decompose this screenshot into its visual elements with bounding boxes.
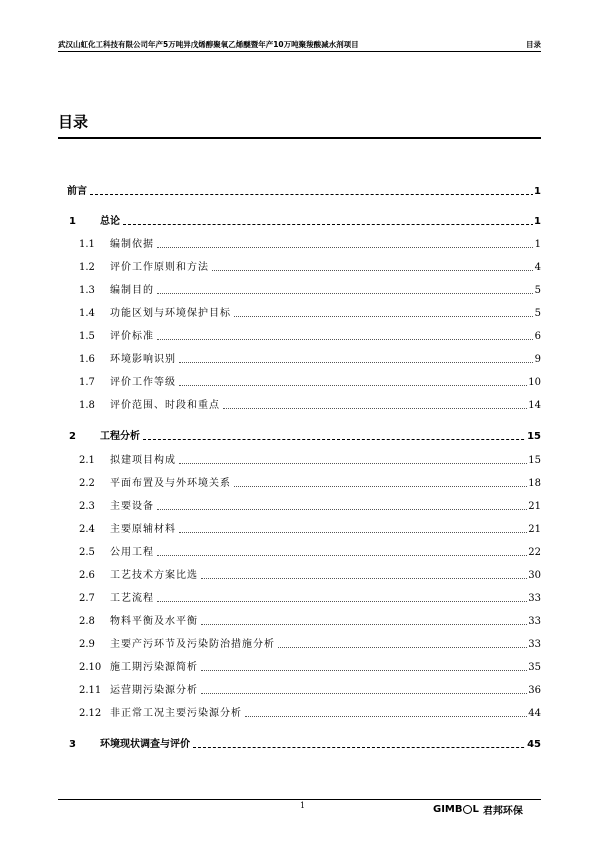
toc-entry-number: 2.1 <box>79 455 95 466</box>
toc-entry-page: 33 <box>528 639 541 650</box>
toc-entry-label: 评价范围、时段和重点 <box>110 400 220 411</box>
toc-entry-page: 10 <box>528 377 541 388</box>
toc-entry-number: 2 <box>69 431 76 442</box>
toc-entry-number: 1.3 <box>79 285 95 296</box>
toc-entry-leader <box>90 194 539 195</box>
logo-latin-text: GIMB <box>433 803 463 815</box>
toc-entry-number: 1.8 <box>79 400 95 411</box>
toc-entry-label: 环境影响识别 <box>110 354 176 365</box>
toc-entry-page: 33 <box>528 593 541 604</box>
toc-entry-label: 编制目的 <box>110 285 154 296</box>
toc-entry-label: 主要产污环节及污染防治措施分析 <box>110 639 275 650</box>
toc-entry-number: 2.8 <box>79 616 95 627</box>
toc-entry-number: 1.2 <box>79 262 95 273</box>
footer-divider <box>58 799 541 800</box>
header-document-title: 武汉山虹化工科技有限公司年产5万吨异戊烯醇聚氧乙烯醚暨年产10万吨聚羧酸减水剂项目 <box>58 40 359 49</box>
toc-entry-leader <box>179 385 539 386</box>
toc-entry[interactable] <box>0 261 595 275</box>
toc-entry-label: 主要原辅材料 <box>110 524 176 535</box>
toc-entry-leader <box>212 270 539 271</box>
toc-entry-page: 4 <box>534 262 541 273</box>
toc-entry[interactable] <box>0 707 595 721</box>
toc-entry[interactable] <box>0 615 595 629</box>
toc-entry-label: 非正常工况主要污染源分析 <box>110 708 242 719</box>
toc-entry-number: 1.6 <box>79 354 95 365</box>
toc-entry-leader <box>143 439 539 440</box>
toc-entry-number: 2.4 <box>79 524 95 535</box>
toc-entry-leader <box>234 486 539 487</box>
toc-entry-leader <box>201 693 539 694</box>
toc-entry-number: 1.4 <box>79 308 95 319</box>
toc-entry-number: 2.2 <box>79 478 95 489</box>
toc-entry-label: 评价工作原则和方法 <box>110 262 209 273</box>
toc-entry-label: 公用工程 <box>110 547 154 558</box>
toc-entry-page: 45 <box>527 739 541 750</box>
toc-entry[interactable] <box>0 638 595 652</box>
toc-entry-number: 2.6 <box>79 570 95 581</box>
logo-chinese-text: 君邦环保 <box>482 805 523 817</box>
toc-entry-page: 15 <box>528 455 541 466</box>
page-title: 目录 <box>58 113 89 131</box>
toc-entry[interactable] <box>0 684 595 698</box>
header-section-name: 目录 <box>526 40 541 49</box>
toc-entry-label: 运营期污染源分析 <box>110 685 198 696</box>
toc-entry-leader <box>157 247 539 248</box>
toc-entry-leader <box>245 716 539 717</box>
toc-entry-label: 工艺流程 <box>110 593 154 604</box>
logo-ring-icon <box>463 805 472 814</box>
toc-entry-number: 2.11 <box>79 685 102 696</box>
toc-entry-leader <box>201 670 539 671</box>
toc-entry-label: 主要设备 <box>110 501 154 512</box>
toc-entry-label: 物料平衡及水平衡 <box>110 616 198 627</box>
toc-entry[interactable] <box>0 738 595 752</box>
toc-entry-leader <box>157 293 539 294</box>
toc-entry-label: 评价工作等级 <box>110 377 176 388</box>
toc-entry-number: 1.1 <box>79 239 95 250</box>
toc-entry-number: 1.5 <box>79 331 95 342</box>
toc-entry-label: 平面布置及与外环境关系 <box>110 478 231 489</box>
toc-entry-leader <box>201 624 539 625</box>
toc-entry-leader <box>234 316 539 317</box>
toc-entry-number: 2.7 <box>79 593 95 604</box>
toc-entry[interactable] <box>0 592 595 606</box>
toc-entry-page: 5 <box>534 285 541 296</box>
toc-entry[interactable] <box>0 454 595 468</box>
toc-entry-page: 14 <box>528 400 541 411</box>
toc-entry-label: 前言 <box>67 186 87 197</box>
toc-entry-page: 1 <box>534 239 541 250</box>
toc-entry-label: 总论 <box>100 216 120 227</box>
toc-entry-number: 2.10 <box>79 662 102 673</box>
toc-entry[interactable] <box>0 330 595 344</box>
toc-entry-page: 5 <box>534 308 541 319</box>
toc-entry-leader <box>201 578 539 579</box>
toc-entry-number: 2.3 <box>79 501 95 512</box>
toc-entry-leader <box>157 509 539 510</box>
toc-entry-page: 30 <box>528 570 541 581</box>
footer-page-number: 1 <box>300 801 306 810</box>
toc-entry[interactable] <box>0 307 595 321</box>
toc-entry-leader <box>278 647 539 648</box>
toc-entry-number: 1.7 <box>79 377 95 388</box>
toc-entry-label: 施工期污染源简析 <box>110 662 198 673</box>
toc-entry[interactable] <box>0 500 595 514</box>
toc-entry[interactable] <box>0 546 595 560</box>
toc-entry-leader <box>157 601 539 602</box>
toc-entry[interactable] <box>0 523 595 537</box>
toc-entry[interactable] <box>0 376 595 390</box>
company-logo <box>433 803 523 815</box>
toc-entry-number: 2.5 <box>79 547 95 558</box>
toc-entry[interactable] <box>0 353 595 367</box>
toc-entry-page: 22 <box>528 547 541 558</box>
toc-entry-leader <box>157 555 539 556</box>
toc-entry[interactable] <box>0 569 595 583</box>
toc-entry[interactable] <box>0 238 595 252</box>
toc-entry-page: 15 <box>527 431 541 442</box>
toc-entry-label: 工艺技术方案比选 <box>110 570 198 581</box>
toc-entry-label: 环境现状调查与评价 <box>100 739 190 750</box>
toc-entry-label: 拟建项目构成 <box>110 455 176 466</box>
toc-entry-leader <box>157 339 539 340</box>
toc-entry[interactable] <box>0 215 595 229</box>
toc-entry-leader <box>179 362 539 363</box>
toc-entry-label: 编制依据 <box>110 239 154 250</box>
toc-entry[interactable] <box>0 399 595 413</box>
toc-entry-page: 9 <box>534 354 541 365</box>
toc-entry-leader <box>179 532 539 533</box>
toc-entry[interactable] <box>0 284 595 298</box>
toc-entry-number: 2.9 <box>79 639 95 650</box>
toc-entry-page: 21 <box>528 501 541 512</box>
toc-entry[interactable] <box>0 185 595 199</box>
toc-entry-leader <box>193 747 539 748</box>
toc-entry[interactable] <box>0 661 595 675</box>
toc-entry-page: 44 <box>528 708 541 719</box>
toc-entry-page: 21 <box>528 524 541 535</box>
toc-entry-leader <box>179 463 539 464</box>
toc-entry-page: 1 <box>534 186 541 197</box>
toc-entry-label: 工程分析 <box>100 431 140 442</box>
toc-entry-number: 3 <box>69 739 76 750</box>
toc-entry-number: 1 <box>69 216 76 227</box>
toc-entry-page: 33 <box>528 616 541 627</box>
toc-entry[interactable] <box>0 430 595 444</box>
toc-entry-label: 功能区划与环境保护目标 <box>110 308 231 319</box>
toc-entry-leader <box>223 408 539 409</box>
toc-entry-page: 1 <box>534 216 541 227</box>
logo-latin-end: L <box>472 803 479 815</box>
toc-entry-page: 6 <box>534 331 541 342</box>
toc-entry[interactable] <box>0 477 595 491</box>
toc-entry-page: 36 <box>528 685 541 696</box>
toc-entry-label: 评价标准 <box>110 331 154 342</box>
toc-entry-page: 18 <box>528 478 541 489</box>
toc-entry-number: 2.12 <box>79 708 102 719</box>
toc-entry-leader <box>123 224 539 225</box>
toc-entry-page: 35 <box>528 662 541 673</box>
